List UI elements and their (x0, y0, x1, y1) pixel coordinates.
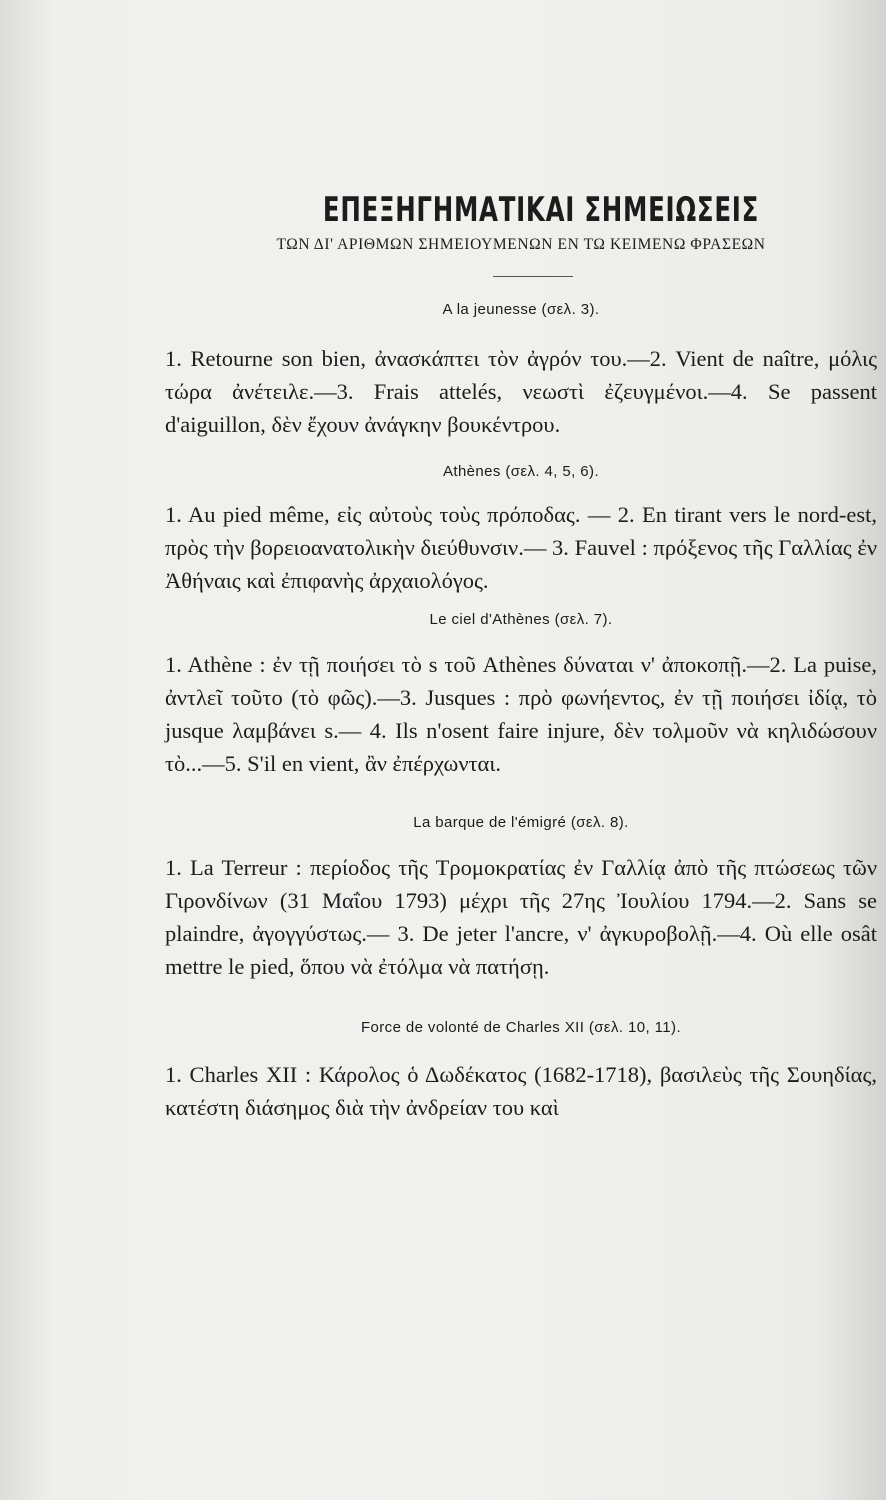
section-heading-charles-xii: Force de volonté de Charles XII (σελ. 10, 11). (360, 1019, 682, 1036)
page-content (165, 190, 877, 1124)
title-divider (493, 276, 573, 277)
section-text-athenes: 1. Au pied même, εἰς αὐτοὺς τοὺς πρόποδας. — 2. En tirant vers le nord-est, πρὸς τὴν βορειοανατολικὴν διεύθυνσιν.— 3. Fauvel : πρόξενος τῆς Γαλλίας ἐν Ἀθήναις καὶ ἐπιφανὴς ἀρχαιολόγος. (165, 502, 877, 593)
page-title: ΕΠΕΞΗΓΗΜΑΤΙΚΑΙ ΣΗΜΕΙΩΣΕΙΣ (322, 190, 760, 230)
page-subtitle: ΤΩΝ ΔΙ' ΑΡΙΘΜΩΝ ΣΗΜΕΙΟΥΜΕΝΩΝ ΕΝ ΤΩ ΚΕΙΜΕΝΩ ΦΡΑΣΕΩΝ (276, 236, 766, 253)
section-text-a-la-jeunesse: 1. Retourne son bien, ἀνασκάπτει τὸν ἀγρόν του.—2. Vient de naître, μόλις τώρα ἀνέτειλε.—3. Frais attelés, νεωστὶ ἐζευγμένοι.—4. Se passent d'aiguillon, δὲν ἔχουν ἀνάγκην βουκέντρου. (165, 346, 877, 437)
section-heading-le-ciel-d-athenes: Le ciel d'Athènes (σελ. 7). (429, 611, 613, 628)
section-heading-athenes: Athènes (σελ. 4, 5, 6). (442, 463, 600, 480)
section-text-charles-xii: 1. Charles XII : Κάρολος ὁ Δωδέκατος (1682-1718), βασιλεὺς τῆς Σουηδίας, κατέστη διάσημος διὰ τὴν ἀνδρείαν του καὶ (165, 1062, 877, 1120)
section-heading-a-la-jeunesse: A la jeunesse (σελ. 3). (442, 301, 600, 318)
section-heading-la-barque: La barque de l'émigré (σελ. 8). (413, 814, 629, 831)
section-text-le-ciel-d-athenes: 1. Athène : ἐν τῇ ποιήσει τὸ s τοῦ Athènes δύναται ν' ἀποκοπῇ.—2. La puise, ἀντλεῖ τοῦτο (τὸ φῶς).—3. Jusques : πρὸ φωνήεντος, ἐν τῇ ποιήσει ἰδίᾳ, τὸ jusque λαμβάνει s.— 4. Ils n'osent faire injure, δὲν τολμοῦν νὰ κηλιδώσουν τὸ...—5. S'il en vient, ἂν ἐπέρχωνται. (165, 652, 877, 776)
section-text-la-barque: 1. La Terreur : περίοδος τῆς Τρομοκρατίας ἐν Γαλλίᾳ ἀπὸ τῆς πτώσεως τῶν Γιρονδίνων (31 Μαΐου 1793) μέχρι τῆς 27ης Ἰουλίου 1794.—2. Sans se plaindre, ἀγογγύστως.— 3. De jeter l'ancre, ν' ἀγκυροβολῇ.—4. Où elle osât mettre le pied, ὅπου νὰ ἐτόλμα νὰ πατήσῃ. (165, 855, 877, 979)
